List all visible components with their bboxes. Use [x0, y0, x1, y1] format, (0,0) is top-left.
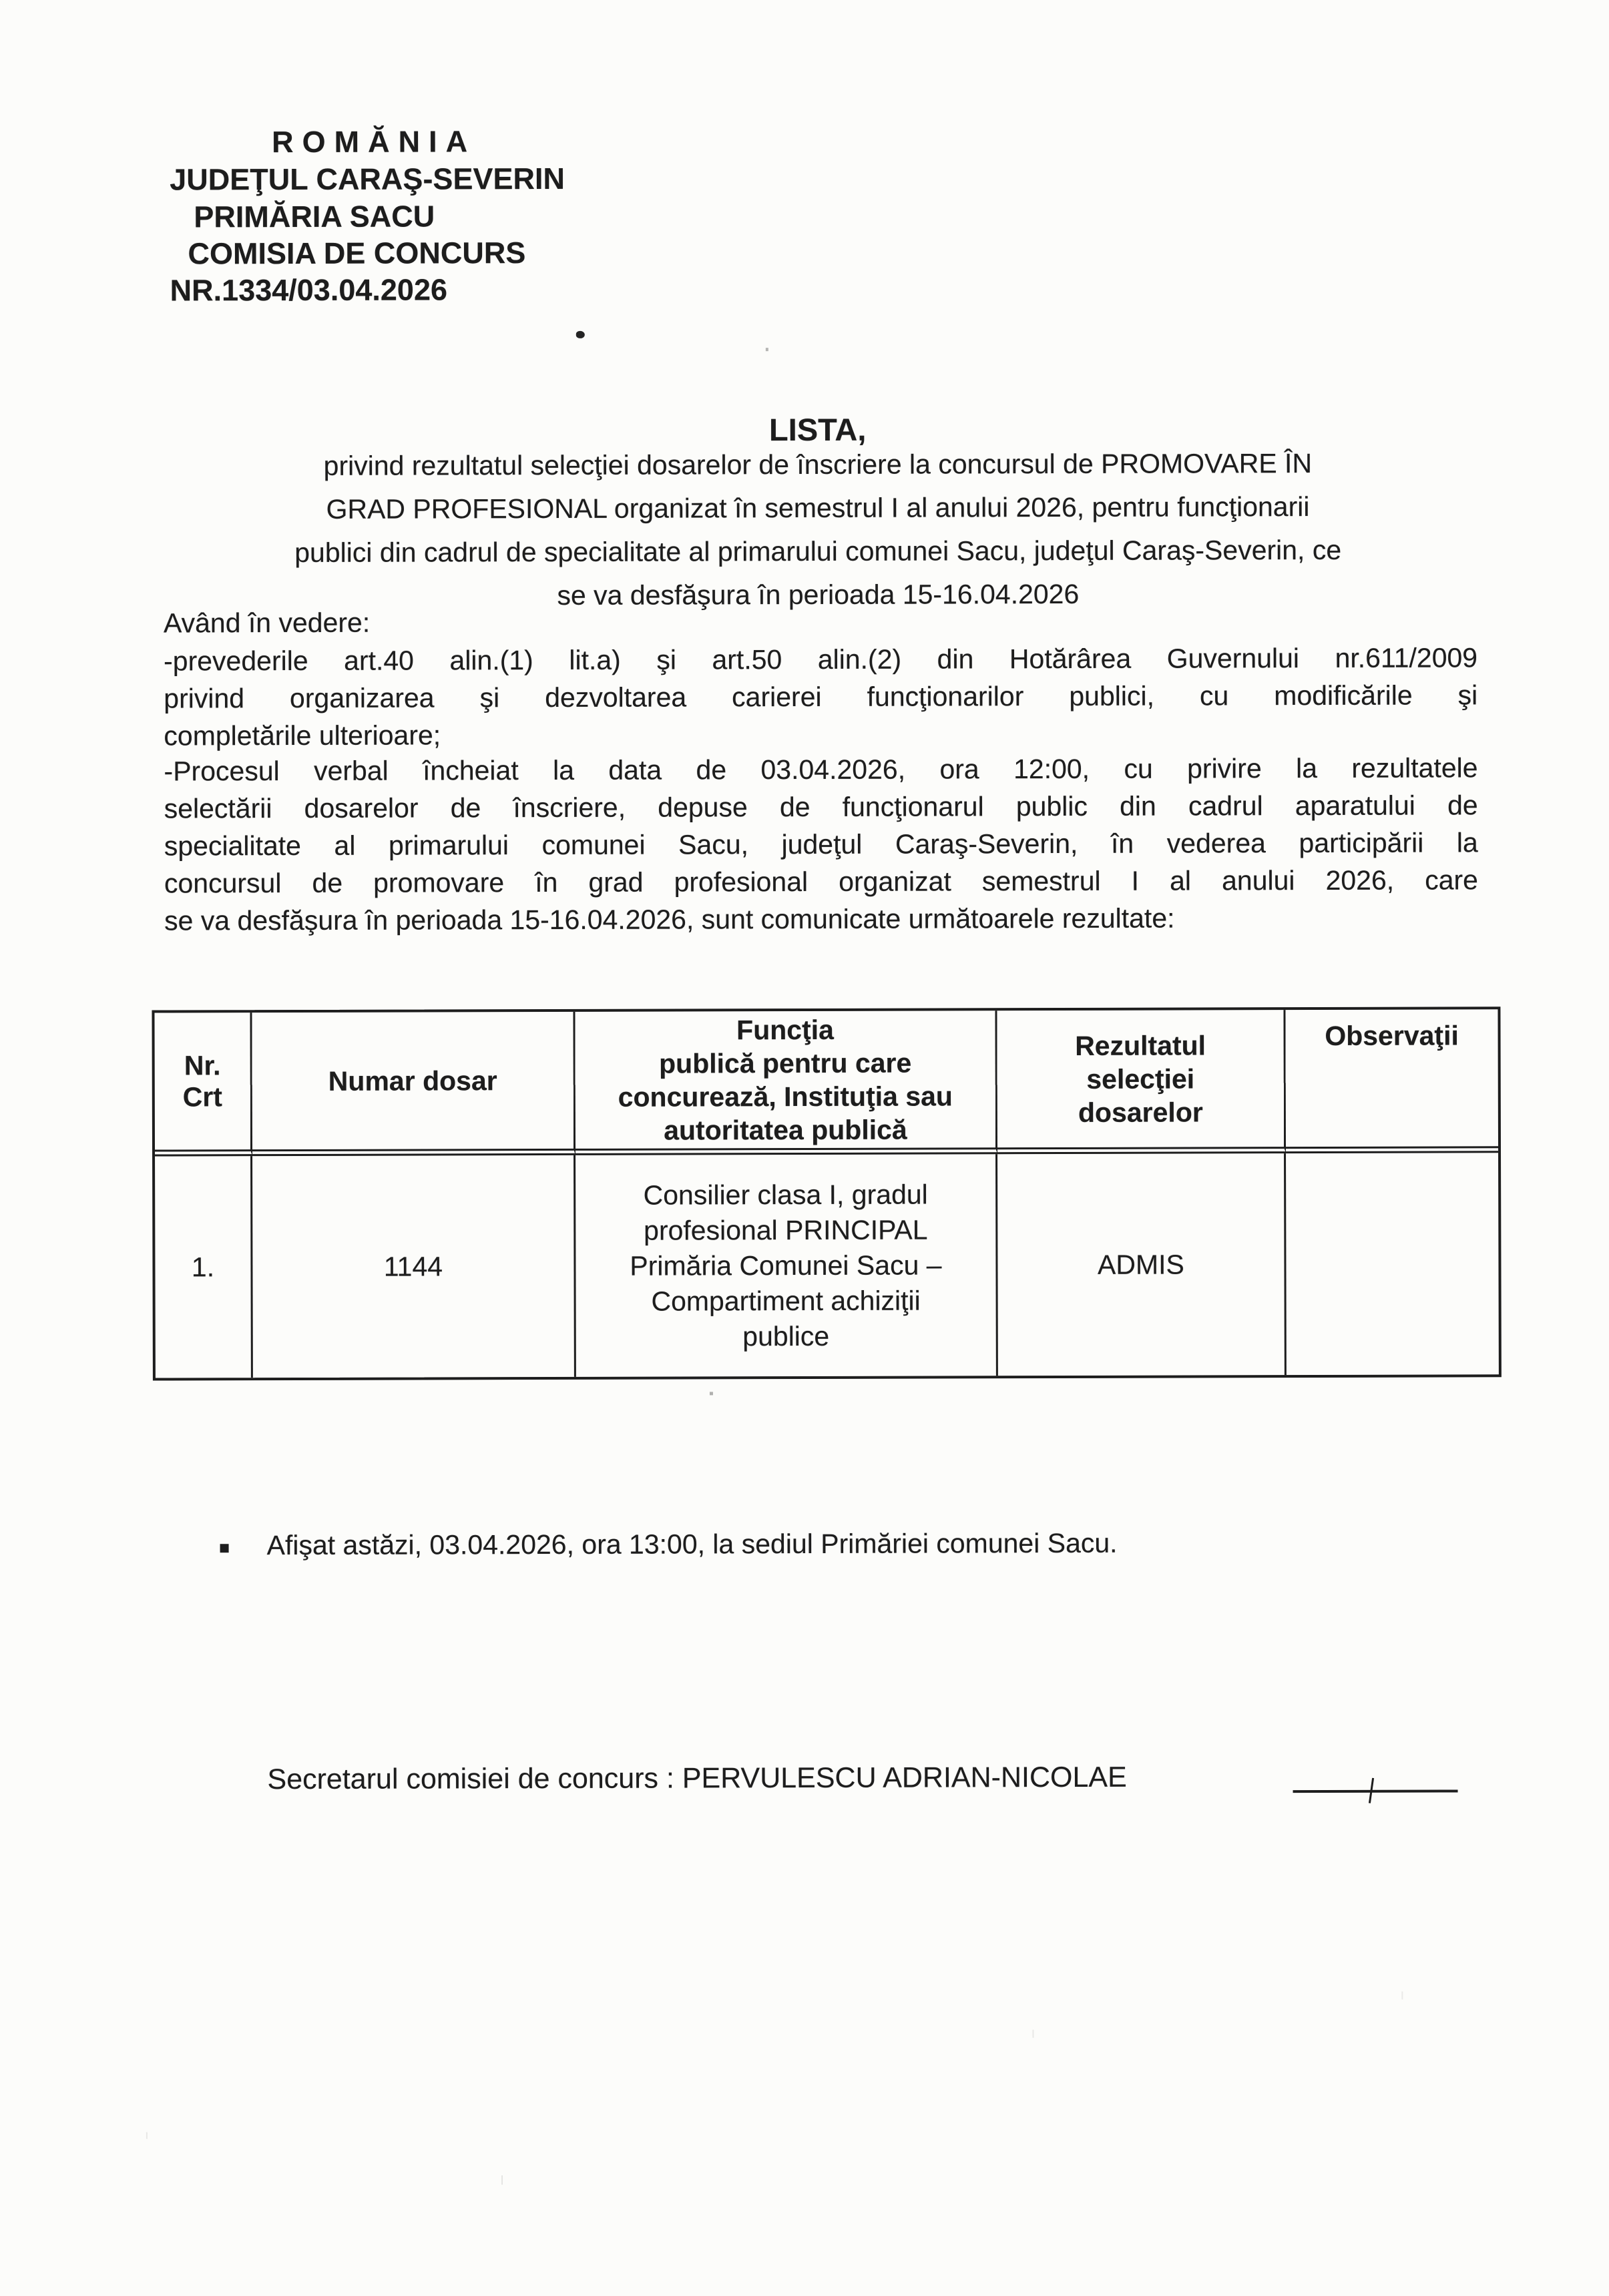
table-header-observatii: Observaţii [1285, 1009, 1498, 1153]
letterhead-institution: PRIMĂRIA SACU [194, 199, 435, 234]
preamble-heading: Având în vedere: [163, 607, 371, 639]
table-cell-observatii [1286, 1153, 1499, 1375]
table-header-rezultat: Rezultatul selecţiei dosarelor [997, 1010, 1286, 1154]
table-header-numar-dosar: Numar dosar [252, 1012, 576, 1156]
consideration-proces-verbal [164, 749, 1478, 939]
ink-dot-artifact [576, 331, 585, 338]
scan-speck [1401, 1992, 1403, 2000]
signature-line [1293, 1789, 1458, 1793]
scan-speck [710, 1392, 713, 1395]
bullet-icon [220, 1544, 229, 1552]
document-title: LISTA, [768, 411, 867, 448]
table-cell-nr: 1. [155, 1156, 253, 1378]
paragraph-line: se va desfăşura în perioada 15-16.04.2026, sunt comunicate următoarele rezultate: [164, 902, 1175, 936]
paragraph-line: completările ulterioare; [164, 720, 441, 752]
table-cell-functia: Consilier clasa I, gradul profesional PRINCIPAL Primăria Comunei Sacu – Compartiment achiziţii publice [576, 1154, 998, 1377]
table-cell-numar-dosar: 1144 [252, 1155, 576, 1378]
scan-speck [766, 348, 768, 351]
table-cell-rezultat: ADMIS [997, 1153, 1287, 1376]
paragraph-line: -prevederile art.40 alin.(1) lit.a) şi art.50 alin.(2) din Hotărârea Guvernului nr.611/2009 [164, 642, 1478, 677]
signature-label: Secretarul comisiei de concurs : PERVULESCU ADRIAN-NICOLAE [267, 1761, 1127, 1796]
paragraph-line: selectării dosarelor de înscriere, depuse de funcţionarul public din cadrul aparatului de [164, 790, 1478, 824]
paragraph-line: -Procesul verbal încheiat la data de 03.04.2026, ora 12:00, cu privire la rezultatele [164, 752, 1478, 787]
scan-speck [501, 2175, 503, 2185]
letterhead [0, 0, 1606, 308]
letterhead-county: JUDEŢUL CARAŞ-SEVERIN [170, 161, 565, 197]
paragraph-line: specialitate al primarului comunei Sacu, judeţul Caraş-Severin, în vederea participării la [164, 827, 1478, 862]
scan-speck [1032, 2030, 1033, 2038]
paragraph-line: privind organizarea şi dezvoltarea carierei funcţionarilor publici, cu modificările şi [164, 679, 1478, 714]
results-table [152, 1007, 1501, 1380]
registration-number: NR.1334/03.04.2026 [170, 272, 448, 308]
scan-speck [146, 2132, 148, 2139]
table-header-nr-crt: Nr. Crt [154, 1013, 252, 1156]
table-header-functia: Funcţia publică pentru care concurează, Instituţia sau autoritatea publică [575, 1011, 997, 1155]
letterhead-committee: COMISIA DE CONCURS [188, 236, 526, 271]
letterhead-country: ROMĂNIA [271, 124, 477, 160]
consideration-legal-basis [164, 639, 1477, 754]
paragraph-line: concursul de promovare în grad profesional organizat semestrul I al anului 2026, care [164, 864, 1479, 899]
posting-note-text: Afişat astăzi, 03.04.2026, ora 13:00, la sediul Primăriei comunei Sacu. [266, 1527, 1118, 1561]
document-subtitle: privind rezultatul selecţiei dosarelor de înscriere la concursul de PROMOVARE ÎN GRAD PROFESIONAL organizat în semestrul I al anului 2026, pentru funcţionarii publici din cadrul de specialitate al primarului comunei Sacu, judeţul Caraş-Severin, ce se va desfăşura în perioada 15-16.04.2026 [294, 448, 1342, 611]
